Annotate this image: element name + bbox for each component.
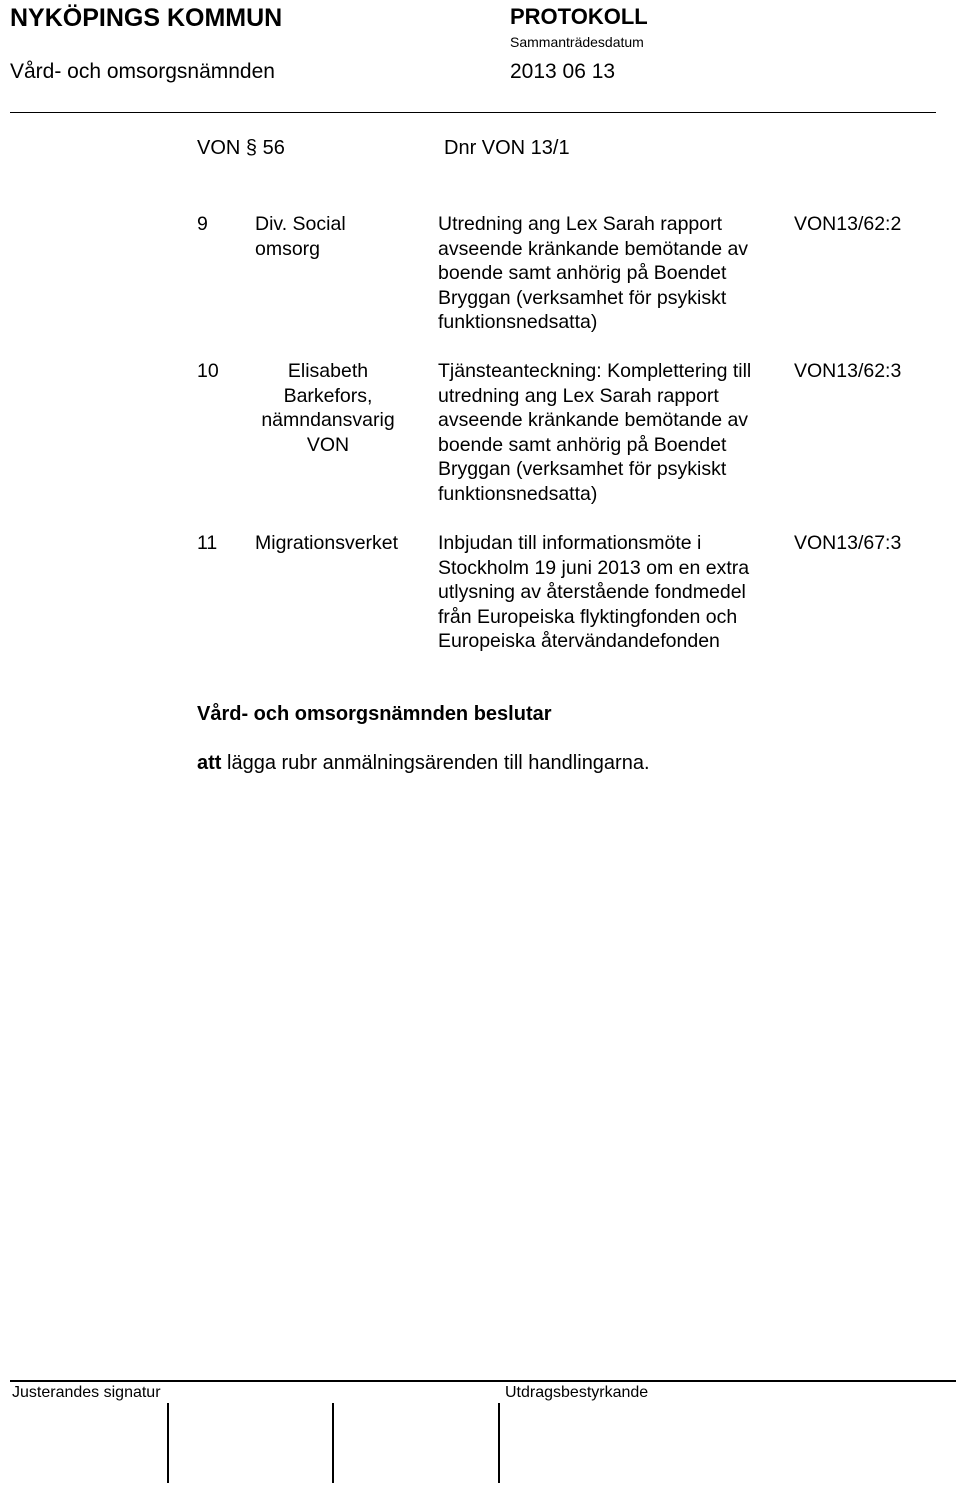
item-number: 10 [197, 360, 219, 382]
subject-line: avseende kränkande bemötande av [438, 237, 749, 260]
decision-text [197, 752, 650, 775]
subject-line: avseende kränkande bemötande av [438, 409, 749, 431]
decision-heading: Vård- och omsorgsnämnden beslutar [197, 703, 552, 725]
subject-line: Bryggan (verksamhet för psykiskt [438, 286, 727, 309]
organization-name: NYKÖPINGS KOMMUN [10, 4, 283, 32]
subject-line: funktionsnedsatta) [438, 482, 598, 505]
subject-line: Inbjudan till informationsmöte i [438, 532, 702, 554]
sender-line: VON [306, 433, 350, 456]
sender-line: Elisabeth [287, 360, 369, 382]
sender-line: Div. Social [255, 213, 346, 235]
signature-box-divider [167, 1403, 169, 1483]
committee-name: Vård- och omsorgsnämnden [10, 60, 275, 83]
subject-line: Stockholm 19 juni 2013 om en extra [438, 556, 750, 579]
subject-line: funktionsnedsatta) [438, 311, 598, 333]
subject-line: Bryggan (verksamhet för psykiskt [438, 458, 727, 480]
signature-box-divider [332, 1403, 334, 1483]
sender-line: nämndansvarig [261, 409, 395, 431]
item-subject [438, 212, 788, 335]
extract-label: Utdragsbestyrkande [505, 1384, 649, 1401]
item-number: 11 [197, 532, 218, 554]
item-reference: VON13/62:2 [794, 213, 902, 235]
subject-line: Tjänsteanteckning: Komplettering till [438, 360, 752, 382]
sender-line: Barkefors, [283, 384, 373, 407]
paragraph-reference: VON § 56 [197, 137, 285, 159]
signature-label: Justerandes signatur [12, 1384, 161, 1401]
decision-att: att [197, 752, 222, 774]
header-divider [10, 112, 936, 113]
sender-line: omsorg [255, 237, 321, 260]
subject-line: Europeiska återvändandefonden [438, 630, 720, 652]
sender-line: Migrationsverket [255, 532, 399, 554]
item-reference: VON13/62:3 [794, 360, 902, 382]
item-number: 9 [197, 213, 208, 235]
subject-line: boende samt anhörig på Boendet [438, 262, 727, 284]
meeting-date: 2013 06 13 [510, 60, 616, 83]
subject-line: utlysning av återstående fondmedel [438, 581, 746, 603]
item-sender [255, 212, 346, 261]
subject-line: från Europeiska flyktingfonden och [438, 605, 738, 628]
item-sender [255, 359, 401, 457]
item-subject [438, 359, 788, 506]
item-sender [255, 531, 398, 556]
subject-line: utredning ang Lex Sarah rapport [438, 384, 719, 407]
diary-number: Dnr VON 13/1 [444, 137, 570, 159]
decision-body: lägga rubr anmälningsärenden till handlingarna. [221, 752, 650, 774]
subject-line: boende samt anhörig på Boendet [438, 433, 727, 456]
signature-box-divider [498, 1403, 500, 1483]
footer-divider [10, 1380, 956, 1382]
meeting-date-label: Sammanträdesdatum [510, 34, 644, 50]
document-type: PROTOKOLL [510, 4, 648, 29]
item-subject [438, 531, 788, 654]
item-reference: VON13/67:3 [794, 532, 902, 554]
subject-line: Utredning ang Lex Sarah rapport [438, 213, 723, 235]
